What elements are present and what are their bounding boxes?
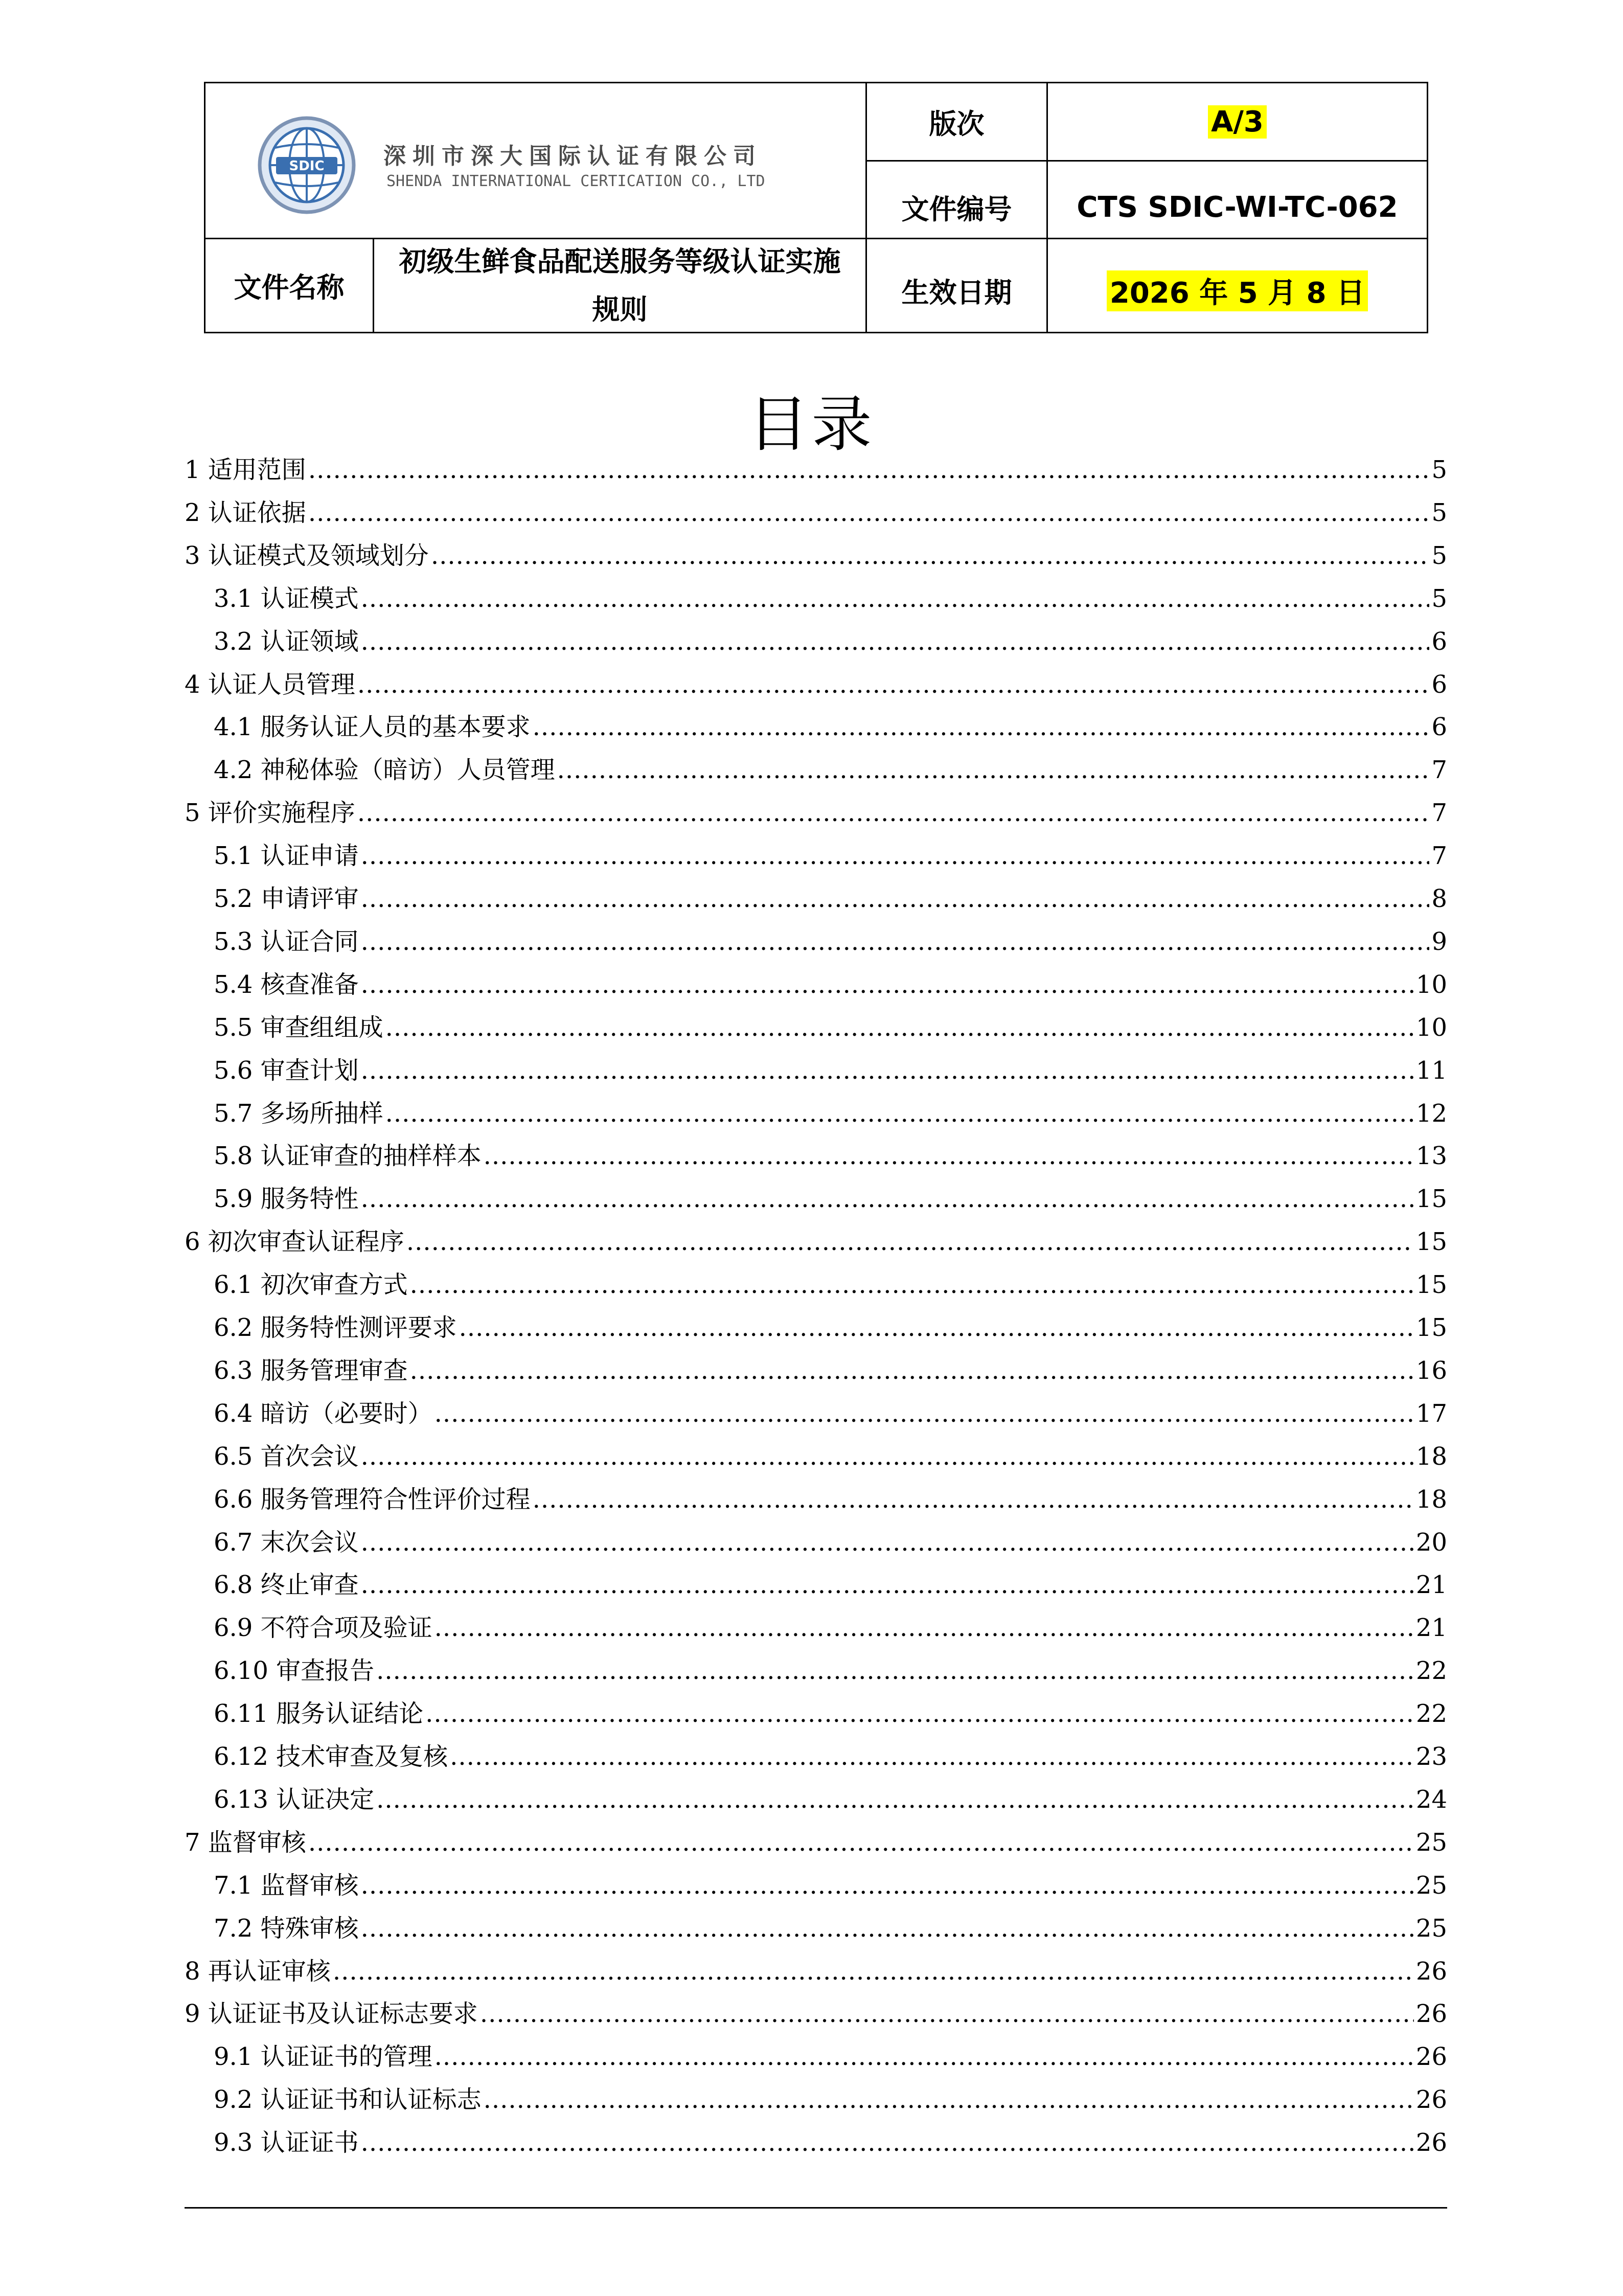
- toc-entry-label: 2 认证依据: [185, 498, 306, 527]
- toc-entry-label: 7 监督审核: [185, 1828, 306, 1857]
- toc-entry-page: 25: [1415, 1871, 1447, 1900]
- toc-entry-label: 6.4 暗访（必要时）: [214, 1399, 432, 1428]
- toc-entry-label: 9 认证证书及认证标志要求: [185, 1999, 478, 2029]
- toc-entry-page: 26: [1415, 1957, 1447, 1986]
- company-logo: [250, 114, 772, 221]
- toc-entry-page: 12: [1415, 1099, 1447, 1128]
- toc-entry-page: 26: [1415, 2042, 1447, 2072]
- toc-leader-dots: [450, 1742, 1414, 1771]
- toc-leader-dots: [361, 842, 1430, 870]
- toc-entry-label: 5.6 审查计划: [214, 1056, 359, 1085]
- toc-entry[interactable]: [214, 1480, 1447, 1522]
- toc-entry-page: 15: [1415, 1270, 1447, 1300]
- toc-entry-page: 15: [1415, 1185, 1447, 1214]
- toc-leader-dots: [361, 927, 1430, 956]
- toc-entry-label: 7.1 监督审核: [214, 1871, 359, 1900]
- toc-entry[interactable]: [214, 750, 1447, 793]
- toc-leader-dots: [376, 1656, 1414, 1685]
- toc-leader-dots: [361, 970, 1414, 999]
- toc-entry-label: 5 评价实施程序: [185, 799, 355, 828]
- toc-leader-dots: [361, 584, 1430, 613]
- toc-entry-page: 21: [1415, 1571, 1447, 1600]
- toc-entry-page: 13: [1415, 1142, 1447, 1171]
- toc-entry-page: 5: [1431, 541, 1447, 570]
- toc-leader-dots: [484, 2085, 1414, 2114]
- toc-entry[interactable]: [185, 450, 1447, 493]
- toc-leader-dots: [385, 1099, 1414, 1128]
- toc-entry-page: 26: [1415, 2128, 1447, 2157]
- toc-leader-dots: [361, 627, 1430, 656]
- toc-entry-label: 4.2 神秘体验（暗访）人员管理: [214, 756, 555, 785]
- toc-entry-page: 21: [1415, 1613, 1447, 1643]
- toc-entry[interactable]: [214, 1136, 1447, 1179]
- toc-entry-page: 26: [1415, 2085, 1447, 2115]
- toc-entry-page: 20: [1415, 1528, 1447, 1557]
- toc-leader-dots: [431, 541, 1430, 570]
- docno-value: CTS SDIC-WI-TC-062: [1077, 191, 1398, 224]
- toc-entry-page: 5: [1431, 584, 1447, 613]
- toc-leader-dots: [425, 1699, 1414, 1728]
- toc-entry-label: 6.6 服务管理符合性评价过程: [214, 1485, 531, 1514]
- company-name-en: SHENDA INTERNATIONAL CERTICATION CO., LTD: [386, 172, 765, 190]
- toc-entry[interactable]: [185, 1222, 1447, 1265]
- toc-entry-page: 25: [1415, 1828, 1447, 1857]
- effective-date-cell: [1048, 239, 1427, 332]
- svg-text:SDIC: SDIC: [289, 158, 325, 174]
- toc-leader-dots: [361, 884, 1430, 913]
- toc-entry-label: 4.1 服务认证人员的基本要求: [214, 713, 531, 742]
- toc-leader-dots: [361, 1871, 1414, 1900]
- toc-entry-page: 7: [1431, 799, 1447, 828]
- toc-entry-label: 5.5 审查组组成: [214, 1013, 383, 1042]
- toc-leader-dots: [376, 1785, 1414, 1814]
- toc-entry[interactable]: [214, 1866, 1447, 1908]
- toc-entry-page: 7: [1431, 842, 1447, 871]
- toc-entry-label: 6.12 技术审查及复核: [214, 1742, 448, 1771]
- sdic-globe-icon: [250, 114, 363, 216]
- toc-entry-label: 6.1 初次审查方式: [214, 1270, 408, 1300]
- toc-entry-page: 6: [1431, 627, 1447, 656]
- effective-date-value: 2026 年 5 月 8 日: [1107, 270, 1368, 311]
- filename-label: 文件名称: [234, 271, 345, 304]
- toc-leader-dots: [484, 1142, 1414, 1170]
- toc-entry-page: 26: [1415, 1999, 1447, 2029]
- toc-entry-page: 25: [1415, 1914, 1447, 1943]
- toc-entry-label: 8 再认证审核: [185, 1957, 331, 1986]
- toc-entry-label: 9.1 认证证书的管理: [214, 2042, 432, 2072]
- toc-entry-label: 6.13 认证决定: [214, 1785, 375, 1814]
- version-value: A/3: [1208, 105, 1267, 139]
- toc-entry[interactable]: [214, 879, 1447, 922]
- toc-entry[interactable]: [214, 2080, 1447, 2123]
- toc-entry-page: 8: [1431, 884, 1447, 913]
- toc-entry-page: 5: [1431, 456, 1447, 484]
- toc-leader-dots: [357, 670, 1430, 699]
- toc-entry[interactable]: [185, 493, 1447, 536]
- toc-entry[interactable]: [214, 1351, 1447, 1394]
- toc-entry-page: 11: [1415, 1056, 1447, 1085]
- toc-entry-page: 15: [1415, 1313, 1447, 1342]
- filename-value-line1: 初级生鲜食品配送服务等级认证实施: [399, 245, 841, 278]
- toc-leader-dots: [533, 713, 1430, 741]
- toc-entry[interactable]: [214, 836, 1447, 879]
- toc-entry-label: 6 初次审查认证程序: [185, 1227, 404, 1257]
- docno-label: 文件编号: [901, 193, 1012, 225]
- toc-entry[interactable]: [214, 1008, 1447, 1051]
- toc-leader-dots: [361, 1528, 1414, 1557]
- toc-entry[interactable]: [214, 965, 1447, 1008]
- document-header-table: [204, 82, 1428, 333]
- filename-value-line2: 规则: [592, 293, 648, 326]
- toc-entry-label: 6.8 终止审查: [214, 1571, 359, 1600]
- toc-entry[interactable]: [214, 1437, 1447, 1480]
- toc-leader-dots: [410, 1270, 1414, 1299]
- toc-entry[interactable]: [185, 536, 1447, 579]
- toc-entry[interactable]: [214, 622, 1447, 665]
- toc-entry-page: 23: [1415, 1742, 1447, 1771]
- toc-title: 目录: [748, 389, 875, 460]
- toc-entry-label: 3 认证模式及领域划分: [185, 541, 429, 570]
- toc-entry[interactable]: [214, 1694, 1447, 1737]
- toc-entry[interactable]: [214, 1780, 1447, 1823]
- toc-entry-label: 6.11 服务认证结论: [214, 1699, 424, 1729]
- toc-leader-dots: [435, 1399, 1414, 1428]
- toc-entry[interactable]: [214, 1608, 1447, 1651]
- toc-leader-dots: [361, 1185, 1414, 1213]
- toc-entry[interactable]: [185, 665, 1447, 708]
- toc-entry-page: 10: [1415, 1013, 1447, 1042]
- toc-entry-page: 18: [1415, 1485, 1447, 1514]
- toc-leader-dots: [406, 1227, 1414, 1256]
- toc-entry-page: 6: [1431, 713, 1447, 742]
- toc-entry-label: 6.3 服务管理审查: [214, 1356, 408, 1385]
- toc-entry[interactable]: [214, 1179, 1447, 1222]
- toc-entry[interactable]: [214, 1051, 1447, 1094]
- toc-leader-dots: [410, 1356, 1414, 1385]
- toc-leader-dots: [435, 1613, 1414, 1642]
- toc-leader-dots: [308, 1828, 1414, 1857]
- toc-leader-dots: [480, 1999, 1414, 2028]
- toc-leader-dots: [361, 1914, 1414, 1943]
- toc-entry-page: 7: [1431, 756, 1447, 785]
- toc-leader-dots: [435, 2042, 1414, 2071]
- toc-leader-dots: [333, 1957, 1414, 1986]
- toc-entry-page: 22: [1415, 1656, 1447, 1686]
- toc-entry[interactable]: [214, 2037, 1447, 2080]
- version-value-cell: [1048, 83, 1427, 160]
- toc-leader-dots: [533, 1485, 1414, 1514]
- toc-entry-label: 6.9 不符合项及验证: [214, 1613, 432, 1643]
- toc-entry-label: 6.10 审查报告: [214, 1656, 375, 1686]
- toc-entry-page: 9: [1431, 927, 1447, 956]
- toc-entry-page: 15: [1415, 1227, 1447, 1257]
- toc-entry-page: 18: [1415, 1442, 1447, 1471]
- toc-entry-page: 10: [1415, 970, 1447, 999]
- toc-entry[interactable]: [214, 1394, 1447, 1437]
- toc-entry[interactable]: [214, 579, 1447, 622]
- toc-entry-page: 5: [1431, 498, 1447, 527]
- toc-entry-label: 5.9 服务特性: [214, 1185, 359, 1214]
- toc-entry[interactable]: [214, 1651, 1447, 1694]
- toc-entry-label: 5.4 核查准备: [214, 970, 359, 999]
- toc-entry[interactable]: [214, 1737, 1447, 1780]
- toc-entry-label: 5.8 认证审查的抽样样本: [214, 1142, 482, 1171]
- toc-entry-label: 5.2 申请评审: [214, 884, 359, 913]
- toc-entry-label: 5.3 认证合同: [214, 927, 359, 956]
- toc-entry[interactable]: [185, 1994, 1447, 2037]
- toc-entry[interactable]: [214, 2123, 1447, 2166]
- toc-entry-label: 6.5 首次会议: [214, 1442, 359, 1471]
- version-label: 版次: [929, 107, 985, 140]
- toc-entry[interactable]: [214, 922, 1447, 965]
- toc-entry[interactable]: [214, 707, 1447, 750]
- toc-leader-dots: [357, 799, 1430, 827]
- toc-entry-label: 9.2 认证证书和认证标志: [214, 2085, 482, 2115]
- toc-entry-page: 17: [1415, 1399, 1447, 1428]
- toc-leader-dots: [459, 1313, 1414, 1342]
- toc-entry[interactable]: [185, 1823, 1447, 1866]
- toc-leader-dots: [361, 1571, 1414, 1599]
- effective-date-label: 生效日期: [901, 277, 1012, 309]
- toc-leader-dots: [361, 1056, 1414, 1085]
- toc-leader-dots: [361, 1442, 1414, 1471]
- toc-entry-label: 1 适用范围: [185, 456, 306, 484]
- toc-entry[interactable]: [214, 1094, 1447, 1136]
- toc-entry-label: 4 认证人员管理: [185, 670, 355, 699]
- toc-entry[interactable]: [214, 1308, 1447, 1351]
- toc-entry[interactable]: [185, 1951, 1447, 1994]
- toc-leader-dots: [361, 2128, 1414, 2157]
- toc-entry-label: 5.1 认证申请: [214, 842, 359, 871]
- toc-entry-label: 5.7 多场所抽样: [214, 1099, 383, 1128]
- toc-entry-label: 7.2 特殊审核: [214, 1914, 359, 1943]
- toc-entry-label: 3.2 认证领域: [214, 627, 359, 656]
- toc-entry-label: 6.7 末次会议: [214, 1528, 359, 1557]
- footer-rule: [185, 2207, 1447, 2209]
- toc-entry[interactable]: [214, 1522, 1447, 1565]
- toc-leader-dots: [308, 456, 1430, 484]
- toc-entry[interactable]: [214, 1265, 1447, 1308]
- company-name-cn: 深圳市深大国际认证有限公司: [383, 143, 762, 169]
- toc-entry[interactable]: [214, 1565, 1447, 1608]
- toc-entry-label: 3.1 认证模式: [214, 584, 359, 613]
- toc-entry-label: 9.3 认证证书: [214, 2128, 359, 2157]
- toc-entry[interactable]: [214, 1908, 1447, 1951]
- toc-entry[interactable]: [185, 793, 1447, 836]
- filename-value: [374, 239, 865, 332]
- toc-entry-page: 24: [1415, 1785, 1447, 1814]
- toc-entry-label: 6.2 服务特性测评要求: [214, 1313, 457, 1342]
- toc-entry-page: 16: [1415, 1356, 1447, 1385]
- toc-leader-dots: [385, 1013, 1414, 1042]
- toc-leader-dots: [308, 498, 1430, 527]
- toc-entry-page: 6: [1431, 670, 1447, 699]
- toc-leader-dots: [557, 756, 1430, 784]
- toc-entry-page: 22: [1415, 1699, 1447, 1729]
